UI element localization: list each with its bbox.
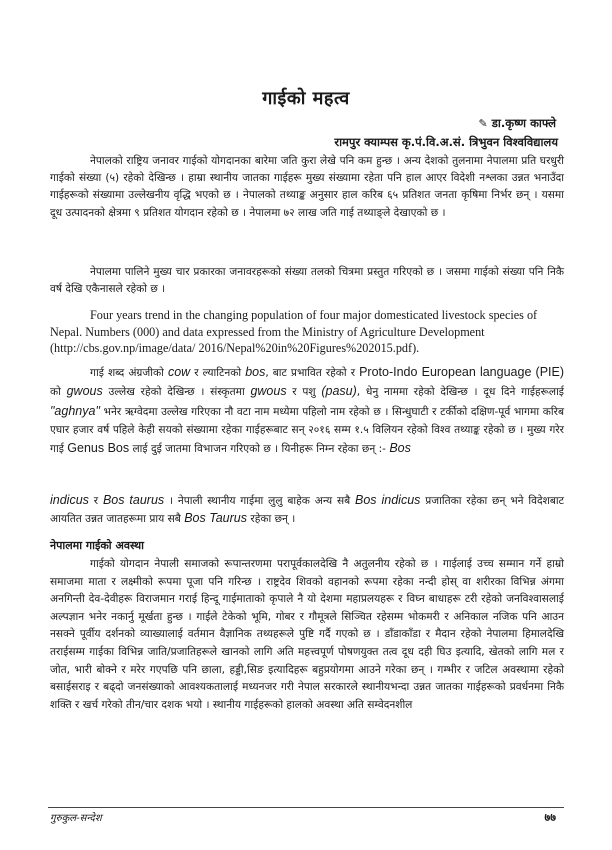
text-span: र ल्याटिनको xyxy=(190,367,246,379)
caption-text: Four years trend in the changing population of four major domesticated livestock species of Nepal. Numbers (000) and data expressed from the Ministry of Agriculture Development (http://cbs.gov.np/image/data/ 2016/Nepal%20in%20Figures%202015.pdf). xyxy=(50,308,538,355)
author-line xyxy=(479,116,556,131)
term-cow: cow xyxy=(167,365,191,379)
text-span: उल्लेख रहेको देखिन्छ । संस्कृतमा xyxy=(102,386,251,399)
term-gwous: gwous xyxy=(250,384,287,399)
term-bos-taurus: Bos taurus xyxy=(102,493,165,507)
term-pie: Proto-Indo European language (PIE) xyxy=(359,365,565,379)
author-name: डा.कृष्ण काफ्ले xyxy=(491,116,556,130)
paragraph-status xyxy=(50,556,564,714)
footer-journal-name: गुरुकुल-सन्देश xyxy=(50,813,102,824)
text-span: गाई शब्द अंग्रजीको xyxy=(90,367,168,379)
text-span: रहेका छन् । xyxy=(247,513,296,526)
term-bos: bos xyxy=(245,365,266,379)
term-genus-bos: Genus Bos xyxy=(67,441,130,456)
term-aghnya: "aghnya" xyxy=(50,403,100,418)
text-span: को xyxy=(50,386,67,399)
term-indicus: indicus xyxy=(50,493,89,507)
text-span: , बाट प्रभावित रहेको र xyxy=(265,367,360,379)
paragraph-livestock xyxy=(50,264,564,298)
article-title: गाईको महत्व xyxy=(262,88,350,109)
section-heading: नेपालमा गाईको अवस्था xyxy=(50,539,144,552)
text-span: लाई दुई जातमा विभाजन गरिएको छ । यिनीहरू निम्न रहेका छन् :- xyxy=(129,443,390,456)
term-bos-taurus: Bos Taurus xyxy=(184,511,247,526)
paragraph-text: नेपालको राष्ट्रिय जनावर गाईको योगदानका बारेमा जति कुरा लेखे पनि कम हुन्छ । अन्य देशको तुलनामा नेपालमा प्रति घरधुरी गाईको संख्या (५) रहेको देखिन्छ । हाम्रा स्थानीय जातका गाईहरू मुख्य संख्यामा रहेता पनि हाल आएर विदेशी नश्लका उन्नत भनाउँदा गाईहरूको संख्यामा उल्लेखनीय वृद्धि भएको छ । नेपालको तथ्याङ्क अनुसार हाल करिब ६५ प्रतिशत जनता कृषिमा निर्भर छन् । यसमा दूध उत्पादनको क्षेत्रमा ९ प्रतिशत योगदान रहेको छ । नेपालमा ७२ लाख जति गाई तथ्याङ्ले देखाएको छ । xyxy=(50,155,564,219)
paragraph-intro xyxy=(50,153,564,222)
pen-icon: ✎ xyxy=(478,117,488,130)
paragraph-text: नेपालमा पालिने मुख्य चार प्रकारका जनावरहरूको संख्या तलको चित्रमा प्रस्तुत गरिएको छ । जसमा गाईको संख्या पनि निकै वर्ष देखि एकैनासले रहेको छ । xyxy=(50,266,564,296)
text-span: । नेपाली स्थानीय गाईमा लुलु बाहेक अन्य सबै xyxy=(164,495,355,507)
figure-caption-english xyxy=(50,307,564,357)
text-span: , धेनु नाममा रहेको देखिन्छ । दूध दिने गाईहरूलाई xyxy=(356,386,565,399)
text-span: भनेर ऋग्वेदमा उल्लेख गरिएका नौ वटा नाम मध्येमा पहिलो नाम रहेको छ । सिन्धुघाटी र टर्कीको दक्षिण-पूर्व भागमा करिब एघार हजार वर्ष पहिले केही सयको संख्यामा रहेका गाईहरूबाट सन् २०१६ सम्म १.५ विलियन रहेको विश्व तथ्याङ्क रहेको छ । मुख्य गरेर गाई xyxy=(50,405,564,456)
paragraph-etymology xyxy=(50,363,564,458)
paragraph-species xyxy=(50,492,564,528)
author-affiliation: रामपुर क्याम्पस कृ.पं.वि.अ.सं. त्रिभुवन विश्वविद्यालय xyxy=(334,135,558,149)
footer-divider xyxy=(48,807,564,808)
term-gwous: gwous xyxy=(66,384,103,399)
text-span: र xyxy=(88,495,103,507)
page-number: ७७ xyxy=(544,811,556,824)
paragraph-text: गाईको योगदान नेपाली समाजको रूपान्तरणमा परापूर्वकालदेखि नै अतुलनीय रहेको छ । गाईलाई उच्च सम्मान गर्ने हाम्रो समाजमा माता र लक्ष्मीको रूपमा पूजा पनि गरिन्छ । राष्ट्रदेव शिवको वहानको रूपमा रहेका नन्दी होस् वा शरीरका विभिन्न अंगमा अनगिन्ती देव-देवीहरू विराजमान गराई हिन्दू गाईमाताको कृपाले नै यो देशमा महाप्रलयहरू र विघ्न बाधाहरू टरी रहेको जनविश्वासलाई अल्पज्ञान भनेर नकार्नु मूर्खता हुन्छ । गाईले टेकेको भूमि, गोबर र गौमूत्रले सिञ्चित रहेसम्म भोकमरी र अनिकाल नजिक पनि आउन नसक्ने पूर्वीय दर्शनको व्याख्यालाई वर्तमान वैज्ञानिक तथ्यहरूले पुष्टि गर्दै गएको छ । डाँडाकाँडा र मैदान रहेको नेपालमा हिमालदेखि तराईसम्म गाईका विभिन्न जाति/प्रजातिहरूले खानको लागि अति महत्त्वपूर्ण पोषणयुक्त तत्व दूध दही घिउ इत्यादि, खेतको लागि मल र जोत, भारी बोक्ने र मरेर गएपछि पनि छाला, हड्डी,सिङ इत्यादिहरू बहुप्रयोगमा आउने गरेका छन् । गम्भीर र जटिल अवस्थामा रहेको बसाईसराइ र बढ्दो जनसंख्याको आवश्यकतालाई मध्यनजर गरी नेपाल सरकारले स्थानीयभन्दा उन्नत जातका गाईहरूको प्रवर्धनमा निकै शक्ति र खर्च गरेको तीन/चार दशक भयो । स्थानीय गाईहरूको हालको अवस्था अति सम्वेदनशील xyxy=(50,558,564,711)
text-span: र पशु xyxy=(286,386,322,399)
text-span: प्रजातिका रहेका छन् भने विदेशबाट आयतित उन्नत जातहरूमा प्राय सबै xyxy=(50,495,564,526)
term-pasu: (pasu) xyxy=(321,384,357,399)
term-bos-indicus: Bos indicus xyxy=(355,493,421,507)
term-bos: Bos xyxy=(389,441,411,456)
